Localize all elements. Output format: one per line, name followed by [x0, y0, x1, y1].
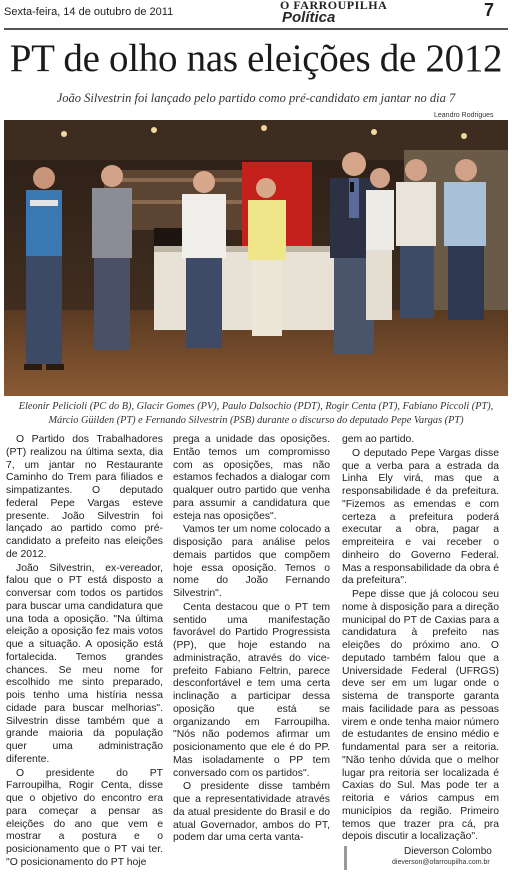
paragraph: prega a unidade das oposições. Então temos um compromisso com as oposições, mas não estamos fechados a dialogar com qualquer outro partido que venha para assumir a candidatura que esteja nas oposições".	[173, 434, 330, 522]
paragraph: gem ao partido.	[342, 434, 415, 445]
paragraph: Vamos ter um nome colocado a disposição para análise pelos demais partidos que compõem hoje essa oposição. Temos o nome do João Fernando Silvestrin".	[173, 524, 330, 599]
article-column-2	[173, 434, 330, 845]
newspaper-brand: O FARROUPILHA	[280, 0, 388, 12]
paragraph: O deputado Pepe Vargas disse que a verba para a estrada da Linha Ely virá, mas que a responsabilidade é da prefeitura. "Fizemos as emendas e com certeza a prefeitura poderá executar a obra, pagar a empreiteira e vai receber o dinheiro do Governo Federal. Mas a responsabilidade da obra é da prefeitura".	[342, 447, 499, 587]
paragraph: Pepe disse que já colocou seu nome à disposição para a direção municipal do PT de Caxias para a candidatura à prefeito nas eleições do próximo ano. O deputado também falou que a Universidade Federal (UFRGS) deve ser em um lugar onde o sistema de transporte garanta mais facilidade para as pessoas virem e onde tenha maior número de estudantes de ensino médio e fundamental para ser a reitoria. "Não tenho dúvida que o melhor lugar pra reitoria ser localizada é Caxias do Sul. Mas pode ter a reitoria e vários campus em municípios da região. Primeiro temos que trazer pra cá, pra depois discutir a localização".	[342, 589, 499, 843]
page-header	[0, 0, 512, 34]
article-column-1	[6, 434, 163, 870]
article-column-3	[342, 434, 499, 844]
photo-credit: Leandro Rodrigues	[434, 112, 494, 119]
paragraph: O presidente disse também que a representatividade através da atual presidente do Brasil e do atual Governador, ambos do PT, podem dar uma certa vanta-	[173, 781, 330, 844]
byline-bar	[344, 846, 347, 870]
photo-caption: Eleonir Pelicioli (PC do B), Glacir Gomes (PV), Paulo Dalsochio (PDT), Rogir Centa (PT), Fabiano Piccoli (PT), Márcio Güilden (PT) e Fernando Silvestrin (PSB) durante o discurso do deputado Pepe Vargas (PT)	[18, 401, 494, 426]
paragraph: João Silvestrin, ex-vereador, falou que o PT está disposto a conversar com todos os partidos para buscar uma candidatura que una toda a oposição. "Na última eleição a oposição fez mais votos que a situação. A oposição está fortalecida. Temos grandes chances. Se meu nome for escolhido me sinto preparado, pois tenho uma histíria nessa cidade para buscar melhorias". Silvestrin disse também que a grande maioria da população quer uma administração diferente.	[6, 562, 163, 765]
header-rule	[4, 28, 508, 30]
headline: PT de olho nas eleições de 2012	[9, 37, 503, 80]
byline-email[interactable]: dieverson@ofarroupilha.com.br	[392, 859, 490, 866]
section-title: Política	[282, 9, 336, 26]
event-photo-drawing	[4, 120, 508, 396]
subheadline: João Silvestrin foi lançado pelo partido como pré-candidato em jantar no dia 7	[56, 91, 456, 105]
event-photo	[4, 120, 508, 396]
paragraph: O presidente do PT Farroupilha, Rogir Centa, disse que o objetivo do encontro era para começar a pensar as eleições do ano que vem e mostrar a postura e o posicionamento que o PT vai ter. "O posicionamento do PT hoje	[6, 767, 163, 868]
paragraph: Centa destacou que o PT tem sentido uma manifestação favorável do Partido Progressista (PP), que hoje estando na administração, através do vice-prefeito Fabiano Feltrin, parece desconfortável e tem uma certa inclinação a participar dessa oposição que está se organizando em Farroupilha. "Nós não podemos afirmar um posicionamento que ele é do PP. Mas isoladamente o PP tem conversado com os partidos".	[173, 601, 330, 779]
page-number: 7	[484, 0, 495, 20]
issue-date: Sexta-feira, 14 de outubro de 2011	[4, 6, 174, 18]
paragraph: O Partido dos Trabalhadores (PT) realizou na última sexta, dia 7, um jantar no Restaurante Caminho do Trem para filiados e simpatizantes. O deputado federal Pepe Vargas esteve presente. João Silvestrin foi lançado ao partido como pré-candidato a prefeito nas eleições de 2012.	[6, 434, 163, 560]
byline-name: Dieverson Colombo	[404, 846, 492, 857]
